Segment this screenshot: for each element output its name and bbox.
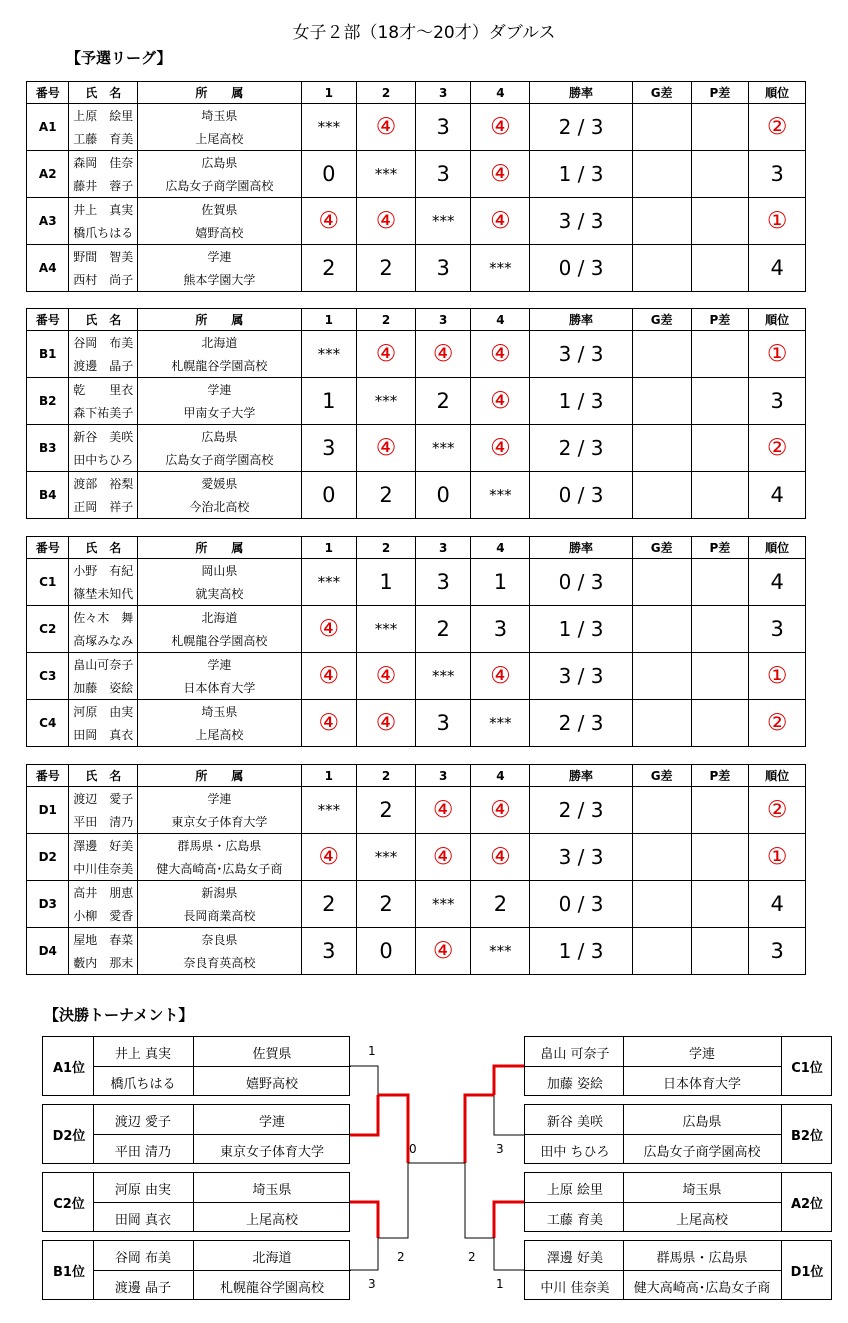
header-g: G差 [632,765,691,787]
match-score: 3 [415,245,471,292]
seed-position: B1位 [53,1264,85,1280]
tournament-section-heading: 【決勝トーナメント】 [44,1006,194,1024]
match-score: 1 [357,559,416,606]
affiliation-region: 広島県 [138,151,301,175]
header-rate: 勝率 [530,82,632,104]
header-no: 番号 [27,82,69,104]
header-p: P差 [691,765,749,787]
entry-number: B3 [27,425,69,472]
entry-number: B2 [27,378,69,425]
affiliation-school: 熊本学園大学 [138,268,301,292]
header-c1: 1 [301,82,357,104]
affiliation-school: 上尾高校 [675,1212,728,1228]
entry-number: A4 [27,245,69,292]
header-p: P差 [691,309,749,331]
match-score: *** [301,559,357,606]
win-rate: 2 / 3 [530,104,632,151]
header-affil: 所 属 [138,82,301,104]
player-name-2: 正岡 祥子 [69,495,138,519]
header-name: 氏 名 [69,82,138,104]
win-rate: 3 / 3 [530,653,632,700]
player-name-1: 河原 由実 [114,1182,172,1198]
player-name-1: 野間 智美 [69,245,138,269]
player-name-2: 藪内 那末 [69,951,138,975]
bracket-line-left-semi-win [378,1095,408,1163]
match-score: ④ [357,198,416,245]
header-c4: 4 [471,82,530,104]
win-rate: 1 / 3 [530,928,632,975]
player-name-1: 井上 真実 [69,198,138,222]
player-name-1: 上原 絵里 [546,1182,604,1198]
match-score: ④ [301,606,357,653]
header-no: 番号 [27,537,69,559]
affiliation-school: 日本体育大学 [662,1076,741,1092]
win-rate: 0 / 3 [530,559,632,606]
affiliation-region: 群馬県・広島県 [656,1250,748,1266]
match-score: *** [415,425,471,472]
win-rate: 0 / 3 [530,881,632,928]
header-c2: 2 [357,82,416,104]
player-name-2: 藤井 蓉子 [69,174,138,198]
match-score: 0 [301,472,357,519]
match-score: ④ [357,653,416,700]
final-rank: 4 [749,881,806,928]
player-name-2: 中川佳奈美 [69,857,138,881]
win-rate: 3 / 3 [530,198,632,245]
match-score: ④ [471,834,530,881]
header-rank: 順位 [749,765,806,787]
match-score: 0 [301,151,357,198]
match-score: ④ [301,834,357,881]
win-rate: 2 / 3 [530,425,632,472]
player-name-2: 平田 清乃 [69,810,138,834]
match-score: ④ [471,378,530,425]
header-no: 番号 [27,309,69,331]
match-score: ④ [415,331,471,378]
entry-number: A3 [27,198,69,245]
match-score: 2 [471,881,530,928]
player-name-1: 谷岡 布美 [69,331,138,355]
affiliation-region: 佐賀県 [138,198,301,222]
match-score: *** [471,245,530,292]
affiliation-region: 群馬県・広島県 [138,834,301,858]
match-score: 3 [415,104,471,151]
header-rate: 勝率 [530,537,632,559]
match-score: ④ [471,425,530,472]
player-name-2: 工藤 育美 [546,1212,604,1228]
win-rate: 1 / 3 [530,151,632,198]
affiliation-school: 東京女子体育大学 [138,810,301,834]
entry-number: C2 [27,606,69,653]
affiliation-region: 学連 [258,1114,285,1130]
player-name-1: 畠山可奈子 [69,653,138,677]
header-name: 氏 名 [69,765,138,787]
header-c2: 2 [357,537,416,559]
match-score: ④ [357,425,416,472]
match-score: 3 [415,700,471,747]
affiliation-region: 北海道 [252,1250,292,1266]
header-affil: 所 属 [138,309,301,331]
match-score: 2 [357,787,416,834]
match-score: 2 [357,245,416,292]
win-rate: 2 / 3 [530,700,632,747]
bracket-score-final: 0 [409,1142,417,1156]
affiliation-school: 甲南女子大学 [138,401,301,425]
match-score: 2 [357,881,416,928]
win-rate: 2 / 3 [530,787,632,834]
match-score: 1 [301,378,357,425]
match-score: *** [415,653,471,700]
entry-number: B4 [27,472,69,519]
match-score: 2 [357,472,416,519]
bracket-line-left-d2-win [350,1095,378,1135]
affiliation-school: 広島女子商学園高校 [138,174,301,198]
final-rank: ① [749,198,806,245]
match-score: 3 [415,559,471,606]
player-name-2: 渡邊 晶子 [69,354,138,378]
player-name-1: 屋地 春菜 [69,928,138,952]
match-score: 3 [471,606,530,653]
match-score: *** [301,104,357,151]
player-name-1: 渡辺 愛子 [114,1114,172,1130]
header-affil: 所 属 [138,537,301,559]
final-rank: 3 [749,606,806,653]
header-p: P差 [691,537,749,559]
bracket-line-right-semi-win [465,1095,494,1163]
header-name: 氏 名 [69,309,138,331]
affiliation-school: 長岡商業高校 [138,904,301,928]
player-name-1: 渡部 裕梨 [69,472,138,496]
win-rate: 1 / 3 [530,378,632,425]
bracket-line-right-d1 [494,1238,524,1270]
final-rank: ① [749,331,806,378]
win-rate: 1 / 3 [530,606,632,653]
bracket-line-right-c1-win [494,1066,524,1095]
match-score: *** [301,787,357,834]
player-name-1: 谷岡 布美 [114,1250,172,1266]
match-score: ④ [301,700,357,747]
header-g: G差 [632,309,691,331]
header-rate: 勝率 [530,765,632,787]
match-score: *** [471,472,530,519]
player-name-1: 澤邊 好美 [69,834,138,858]
match-score: 3 [301,928,357,975]
bracket-score-r2: 2 [468,1250,476,1264]
match-score: ④ [301,198,357,245]
match-score: 1 [471,559,530,606]
affiliation-region: 埼玉県 [138,700,301,724]
affiliation-region: 学連 [138,653,301,677]
seed-position: A1位 [52,1060,86,1076]
bracket-line-left-b1 [350,1238,378,1270]
affiliation-region: 広島県 [682,1114,722,1130]
match-score: 2 [301,881,357,928]
player-name-2: 橋爪ちはる [110,1076,176,1092]
win-rate: 3 / 3 [530,834,632,881]
affiliation-school: 奈良育英高校 [138,951,301,975]
final-rank: 4 [749,559,806,606]
header-rank: 順位 [749,309,806,331]
bracket-line-left-semi [378,1163,408,1238]
affiliation-region: 学連 [138,378,301,402]
match-score: 2 [301,245,357,292]
final-rank: ① [749,653,806,700]
affiliation-school: 広島女子商学園高校 [643,1144,761,1160]
win-rate: 3 / 3 [530,331,632,378]
bracket-line-left-c2-win [350,1202,378,1238]
affiliation-school: 札幌龍谷学園高校 [219,1280,324,1296]
header-c4: 4 [471,309,530,331]
affiliation-school: 上尾高校 [245,1212,298,1228]
player-name-2: 西村 尚子 [69,268,138,292]
header-c1: 1 [301,537,357,559]
final-rank: 3 [749,378,806,425]
affiliation-school: 日本体育大学 [138,676,301,700]
affiliation-region: 埼玉県 [682,1182,722,1198]
player-name-1: 小野 有紀 [69,559,138,583]
header-c3: 3 [415,537,471,559]
match-score: ④ [301,653,357,700]
bracket-score-l1: 1 [368,1044,376,1058]
header-c4: 4 [471,765,530,787]
affiliation-region: 広島県 [138,425,301,449]
entry-number: D2 [27,834,69,881]
player-name-1: 井上 真実 [114,1046,172,1062]
match-score: ④ [357,700,416,747]
match-score: ④ [471,198,530,245]
header-name: 氏 名 [69,537,138,559]
affiliation-region: 学連 [138,245,301,269]
affiliation-school: 嬉野高校 [138,221,301,245]
player-name-1: 新谷 美咲 [69,425,138,449]
seed-position: D1位 [790,1264,824,1280]
match-score: *** [357,606,416,653]
match-score: 3 [301,425,357,472]
player-name-2: 高塚みなみ [69,629,138,653]
match-score: ④ [471,104,530,151]
final-rank: ① [749,834,806,881]
player-name-1: 乾 里衣 [69,378,138,402]
affiliation-region: 学連 [138,787,301,811]
match-score: *** [415,198,471,245]
header-g: G差 [632,82,691,104]
player-name-2: 橋爪ちはる [69,221,138,245]
affiliation-region: 佐賀県 [252,1046,292,1062]
final-rank: 3 [749,151,806,198]
bracket-score-l2: 2 [397,1250,405,1264]
seed-position: C2位 [53,1196,85,1212]
player-name-2: 工藤 育美 [69,127,138,151]
match-score: 0 [415,472,471,519]
player-name-2: 田岡 真衣 [69,723,138,747]
page-title: 女子２部（18才～20才）ダブルス [292,23,556,43]
match-score: 3 [415,151,471,198]
player-name-2: 加藤 姿絵 [69,676,138,700]
player-name-2: 加藤 姿絵 [546,1076,604,1092]
bracket-line-right-a2-win [494,1202,524,1238]
entry-number: B1 [27,331,69,378]
header-no: 番号 [27,765,69,787]
header-rank: 順位 [749,537,806,559]
affiliation-region: 埼玉県 [138,104,301,128]
match-score: ④ [471,787,530,834]
entry-number: D1 [27,787,69,834]
player-name-2: 田岡 真衣 [114,1212,172,1228]
affiliation-region: 愛媛県 [138,472,301,496]
match-score: ④ [415,787,471,834]
match-score: ④ [415,928,471,975]
bracket-score-r3: 1 [496,1277,504,1291]
header-c2: 2 [357,309,416,331]
entry-number: C1 [27,559,69,606]
affiliation-school: 今治北高校 [138,495,301,519]
seed-position: B2位 [791,1128,823,1144]
seed-position: A2位 [790,1196,824,1212]
bracket-line-right-semi [465,1163,494,1238]
match-score: 2 [415,378,471,425]
affiliation-school: 上尾高校 [138,723,301,747]
win-rate: 0 / 3 [530,472,632,519]
match-score: *** [415,881,471,928]
match-score: ④ [415,834,471,881]
entry-number: D3 [27,881,69,928]
player-name-1: 畠山 可奈子 [540,1046,610,1062]
affiliation-school: 嬉野高校 [245,1076,298,1092]
match-score: *** [357,834,416,881]
affiliation-region: 北海道 [138,606,301,630]
match-score: *** [471,700,530,747]
header-affil: 所 属 [138,765,301,787]
entry-number: A2 [27,151,69,198]
player-name-1: 高井 朋恵 [69,881,138,905]
player-name-1: 澤邊 好美 [546,1250,604,1266]
player-name-2: 中川 佳奈美 [540,1280,610,1296]
match-score: ④ [471,653,530,700]
final-rank: ② [749,104,806,151]
header-c4: 4 [471,537,530,559]
affiliation-region: 新潟県 [138,881,301,905]
match-score: *** [471,928,530,975]
affiliation-school: 東京女子体育大学 [219,1144,324,1160]
affiliation-school: 上尾高校 [138,127,301,151]
header-c2: 2 [357,765,416,787]
affiliation-school: 健大高崎高･広島女子商 [138,857,301,881]
header-c3: 3 [415,309,471,331]
league-section-heading: 【予選リーグ】 [66,49,172,67]
match-score: *** [301,331,357,378]
bracket-score-l3: 3 [368,1277,376,1291]
header-c3: 3 [415,765,471,787]
affiliation-region: 岡山県 [138,559,301,583]
match-score: ④ [357,331,416,378]
header-rate: 勝率 [530,309,632,331]
player-name-1: 渡辺 愛子 [69,787,138,811]
entry-number: C3 [27,653,69,700]
player-name-2: 篠埜未知代 [69,582,138,606]
player-name-2: 田中 ちひろ [540,1144,610,1160]
header-c1: 1 [301,765,357,787]
affiliation-school: 札幌龍谷学園高校 [138,354,301,378]
entry-number: A1 [27,104,69,151]
win-rate: 0 / 3 [530,245,632,292]
player-name-1: 河原 由実 [69,700,138,724]
player-name-1: 佐々木 舞 [69,606,138,630]
player-name-2: 森下祐美子 [69,401,138,425]
final-rank: 4 [749,472,806,519]
player-name-2: 田中ちひろ [69,448,138,472]
player-name-2: 渡邊 晶子 [114,1280,172,1296]
entry-number: C4 [27,700,69,747]
seed-position: D2位 [52,1128,86,1144]
final-rank: 4 [749,245,806,292]
match-score: 0 [357,928,416,975]
match-score: ④ [471,331,530,378]
affiliation-school: 広島女子商学園高校 [138,448,301,472]
bracket-score-r1: 3 [496,1142,504,1156]
entry-number: D4 [27,928,69,975]
affiliation-region: 学連 [688,1046,715,1062]
affiliation-region: 奈良県 [138,928,301,952]
affiliation-region: 埼玉県 [252,1182,292,1198]
affiliation-region: 北海道 [138,331,301,355]
header-c3: 3 [415,82,471,104]
match-score: ④ [471,151,530,198]
player-name-2: 小柳 愛香 [69,904,138,928]
final-rank: 3 [749,928,806,975]
match-score: *** [357,378,416,425]
player-name-1: 森岡 佳奈 [69,151,138,175]
player-name-2: 平田 清乃 [114,1144,172,1160]
final-rank: ② [749,787,806,834]
final-rank: ② [749,700,806,747]
match-score: ④ [357,104,416,151]
match-score: 2 [415,606,471,653]
affiliation-school: 札幌龍谷学園高校 [138,629,301,653]
seed-position: C1位 [791,1060,823,1076]
header-g: G差 [632,537,691,559]
match-score: *** [357,151,416,198]
affiliation-school: 就実高校 [138,582,301,606]
header-p: P差 [691,82,749,104]
header-c1: 1 [301,309,357,331]
final-rank: ② [749,425,806,472]
player-name-1: 上原 絵里 [69,104,138,128]
header-rank: 順位 [749,82,806,104]
bracket-line-left-a1 [350,1066,378,1095]
affiliation-school: 健大高崎高･広島女子商 [633,1280,771,1296]
bracket-line-right-b2 [494,1095,524,1135]
player-name-1: 新谷 美咲 [546,1114,604,1130]
